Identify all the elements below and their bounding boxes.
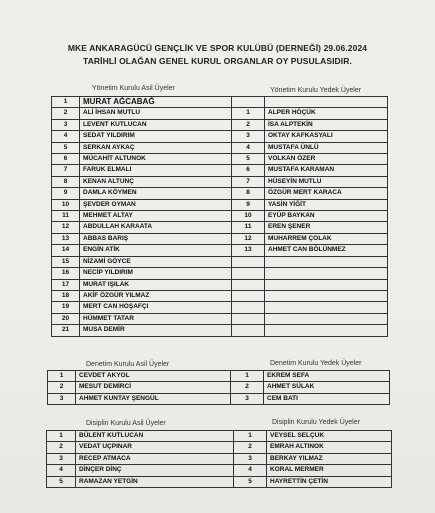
yedek-number-cell: 12 xyxy=(232,233,265,244)
asil-name-cell: NİZAMİ GÖYCE xyxy=(80,256,232,267)
yonetim-row xyxy=(52,302,388,313)
yedek-number-cell: 13 xyxy=(232,245,265,256)
asil-name-cell: MESUT DEMİRCİ xyxy=(76,382,231,393)
yonetim-row xyxy=(52,154,388,165)
asil-name-cell: VEDAT UÇPINAR xyxy=(76,442,234,453)
yedek-name-cell: ALPER HÖÇÜK xyxy=(265,108,388,119)
asil-number-cell: 11 xyxy=(52,211,80,222)
asil-name-cell: MEHMET ALTAY xyxy=(80,211,232,222)
yedek-name-cell: EYÜP BAYKAN xyxy=(265,211,388,222)
yedek-name-cell: YASİN YİĞİT xyxy=(265,199,388,210)
asil-number-cell: 7 xyxy=(52,165,80,176)
yedek-name-cell: MUHARREM ÇOLAK xyxy=(265,233,388,244)
ballot-title-line1: MKE ANKARAGÜCÜ GENÇLİK VE SPOR KULÜBÜ (DERNEĞİ) 29.06.2024 xyxy=(67,43,368,53)
asil-number-cell: 3 xyxy=(47,453,76,464)
ballot-title-line2: TARİHLİ OLAĞAN GENEL KURUL ORGANLAR OY PUSULASIDIR. xyxy=(83,56,352,66)
yedek-number-cell xyxy=(232,279,265,290)
asil-number-cell: 1 xyxy=(52,97,80,108)
yedek-name-cell: EKREM SEFA xyxy=(264,371,390,382)
yedek-number-cell: 11 xyxy=(232,222,265,233)
yedek-name-cell xyxy=(265,256,388,267)
yedek-number-cell: 10 xyxy=(232,211,265,222)
yedek-name-cell: EMRAH ALTINOK xyxy=(267,442,392,453)
asil-name-cell: MURAT IŞILAK xyxy=(80,279,232,290)
yonetim-row xyxy=(52,97,388,108)
asil-number-cell: 14 xyxy=(52,245,80,256)
yonetim-row xyxy=(52,165,388,176)
yedek-number-cell: 5 xyxy=(232,154,265,165)
yonetim-row xyxy=(52,199,388,210)
yedek-name-cell: VEYSEL SELÇUK xyxy=(267,431,392,442)
yedek-name-cell: AHMET CAN BÖLÜNMEZ xyxy=(265,245,388,256)
asil-number-cell: 5 xyxy=(52,142,80,153)
yonetim-row xyxy=(52,222,388,233)
asil-name-cell: RAMAZAN YETGİN xyxy=(76,476,234,487)
asil-name-cell: ŞEVDER OYMAN xyxy=(80,199,232,210)
asil-name-cell: MÜCAHİT ALTUNOK xyxy=(80,154,232,165)
disiplin-asil-caption: Disiplin Kurulu Asil Üyeler xyxy=(86,420,166,427)
yedek-name-cell: HAYRETTİN ÇETİN xyxy=(267,476,392,487)
yonetim-row xyxy=(52,325,388,336)
asil-name-cell: BÜLENT KUTLUCAN xyxy=(76,431,234,442)
yedek-number-cell: 3 xyxy=(234,453,267,464)
yedek-number-cell: 9 xyxy=(232,199,265,210)
yedek-name-cell: EREN ŞENER xyxy=(265,222,388,233)
yedek-number-cell: 3 xyxy=(231,393,264,404)
yonetim-row xyxy=(52,279,388,290)
asil-number-cell: 18 xyxy=(52,290,80,301)
asil-name-cell: ALİ İHSAN MUTLU xyxy=(80,108,232,119)
asil-name-cell: MERT CAN HOŞAFÇI xyxy=(80,302,232,313)
asil-number-cell: 19 xyxy=(52,302,80,313)
yedek-number-cell: 1 xyxy=(234,431,267,442)
asil-name-cell: ENGİN ATİK xyxy=(80,245,232,256)
yedek-name-cell xyxy=(265,97,388,108)
yedek-name-cell: MUSTAFA ÜNLÜ xyxy=(265,142,388,153)
asil-number-cell: 16 xyxy=(52,268,80,279)
yedek-number-cell: 2 xyxy=(234,442,267,453)
denetim-row xyxy=(48,382,390,393)
asil-name-cell: SEDAT YILDIRIM xyxy=(80,131,232,142)
yedek-name-cell xyxy=(265,325,388,336)
yedek-name-cell: MUSTAFA KARAMAN xyxy=(265,165,388,176)
disiplin-row xyxy=(47,431,392,442)
yedek-number-cell xyxy=(232,97,265,108)
disiplin-row xyxy=(47,442,392,453)
yedek-number-cell: 2 xyxy=(231,382,264,393)
yonetim-row xyxy=(52,245,388,256)
asil-number-cell: 8 xyxy=(52,176,80,187)
yedek-number-cell: 6 xyxy=(232,165,265,176)
asil-name-cell: MURAT AĞCABAĞ xyxy=(80,97,232,108)
yonetim-row xyxy=(52,211,388,222)
asil-number-cell: 6 xyxy=(52,154,80,165)
yonetim-row xyxy=(52,142,388,153)
asil-name-cell: KENAN ALTUNÇ xyxy=(80,176,232,187)
asil-name-cell: AKİF ÖZGÜR YILMAZ xyxy=(80,290,232,301)
yedek-number-cell xyxy=(232,313,265,324)
asil-number-cell: 10 xyxy=(52,199,80,210)
asil-number-cell: 13 xyxy=(52,233,80,244)
yonetim-row xyxy=(52,108,388,119)
yonetim-row xyxy=(52,176,388,187)
yedek-number-cell xyxy=(232,290,265,301)
asil-name-cell: MUSA DEMİR xyxy=(80,325,232,336)
asil-name-cell: NECİP YILDIRIM xyxy=(80,268,232,279)
yedek-name-cell: VOLKAN ÖZER xyxy=(265,154,388,165)
asil-name-cell: ABBAS BARIŞ xyxy=(80,233,232,244)
asil-number-cell: 1 xyxy=(47,431,76,442)
disiplin-row xyxy=(47,453,392,464)
asil-name-cell: RECEP ATMACA xyxy=(76,453,234,464)
yedek-name-cell: AHMET SÜLAK xyxy=(264,382,390,393)
yonetim-row xyxy=(52,268,388,279)
denetim-row xyxy=(48,371,390,382)
yedek-name-cell xyxy=(265,313,388,324)
yedek-number-cell: 1 xyxy=(232,108,265,119)
disiplin-table xyxy=(46,430,392,488)
yedek-name-cell xyxy=(265,290,388,301)
yonetim-row xyxy=(52,313,388,324)
yonetim-row xyxy=(52,290,388,301)
yedek-name-cell: BERKAY YILMAZ xyxy=(267,453,392,464)
yonetim-table xyxy=(51,96,388,337)
asil-name-cell: LEVENT KUTLUCAN xyxy=(80,119,232,130)
asil-number-cell: 1 xyxy=(48,371,76,382)
asil-number-cell: 3 xyxy=(48,393,76,404)
asil-name-cell: SERKAN AYKAÇ xyxy=(80,142,232,153)
asil-name-cell: DİNÇER DİNÇ xyxy=(76,465,234,476)
yedek-number-cell xyxy=(232,256,265,267)
yedek-name-cell: CEM BATI xyxy=(264,393,390,404)
asil-name-cell: DAMLA KÖYMEN xyxy=(80,188,232,199)
disiplin-yedek-caption: Disiplin Kurulu Yedek Üyeler xyxy=(272,419,360,426)
yonetim-row xyxy=(52,119,388,130)
yedek-number-cell xyxy=(232,302,265,313)
yedek-number-cell: 3 xyxy=(232,131,265,142)
yedek-number-cell: 5 xyxy=(234,476,267,487)
asil-name-cell: AHMET KUNTAY ŞENGÜL xyxy=(76,393,231,404)
yonetim-asil-caption: Yönetim Kurulu Asil Üyeler xyxy=(92,85,175,92)
yedek-number-cell: 4 xyxy=(232,142,265,153)
asil-name-cell: HÜMMET TATAR xyxy=(80,313,232,324)
yonetim-row xyxy=(52,131,388,142)
yedek-name-cell xyxy=(265,279,388,290)
asil-name-cell: FARUK ELMALI xyxy=(80,165,232,176)
asil-number-cell: 4 xyxy=(47,465,76,476)
denetim-asil-caption: Denetim Kurulu Asil Üyeler xyxy=(86,361,170,368)
disiplin-row xyxy=(47,465,392,476)
yonetim-row xyxy=(52,233,388,244)
disiplin-row xyxy=(47,476,392,487)
asil-number-cell: 12 xyxy=(52,222,80,233)
asil-number-cell: 17 xyxy=(52,279,80,290)
asil-number-cell: 5 xyxy=(47,476,76,487)
yonetim-row xyxy=(52,188,388,199)
yedek-number-cell: 2 xyxy=(232,119,265,130)
asil-number-cell: 15 xyxy=(52,256,80,267)
asil-number-cell: 2 xyxy=(52,108,80,119)
yonetim-row xyxy=(52,256,388,267)
yedek-number-cell: 1 xyxy=(231,371,264,382)
asil-number-cell: 2 xyxy=(47,442,76,453)
asil-number-cell: 21 xyxy=(52,325,80,336)
asil-name-cell: CEVDET AKYOL xyxy=(76,371,231,382)
denetim-row xyxy=(48,393,390,404)
yedek-number-cell xyxy=(232,325,265,336)
yedek-name-cell: HÜSEYİN MUTLU xyxy=(265,176,388,187)
yedek-name-cell: KORAL MERMER xyxy=(267,465,392,476)
yedek-name-cell: ÖZGÜR MERT KARACA xyxy=(265,188,388,199)
asil-number-cell: 3 xyxy=(52,119,80,130)
denetim-yedek-caption: Denetim Kurulu Yedek Üyeler xyxy=(270,360,362,367)
yedek-name-cell: OKTAY KAFKASYALI xyxy=(265,131,388,142)
asil-name-cell: ABDULLAH KARAATA xyxy=(80,222,232,233)
yedek-number-cell: 8 xyxy=(232,188,265,199)
asil-number-cell: 2 xyxy=(48,382,76,393)
yedek-number-cell: 4 xyxy=(234,465,267,476)
denetim-table xyxy=(47,370,390,405)
yedek-number-cell: 7 xyxy=(232,176,265,187)
yonetim-yedek-caption: Yönetim Kurulu Yedek Üyeler xyxy=(270,87,362,94)
yedek-name-cell xyxy=(265,268,388,279)
yedek-number-cell xyxy=(232,268,265,279)
yedek-name-cell xyxy=(265,302,388,313)
yedek-name-cell: İSA ALPTEKİN xyxy=(265,119,388,130)
asil-number-cell: 9 xyxy=(52,188,80,199)
asil-number-cell: 4 xyxy=(52,131,80,142)
asil-number-cell: 20 xyxy=(52,313,80,324)
